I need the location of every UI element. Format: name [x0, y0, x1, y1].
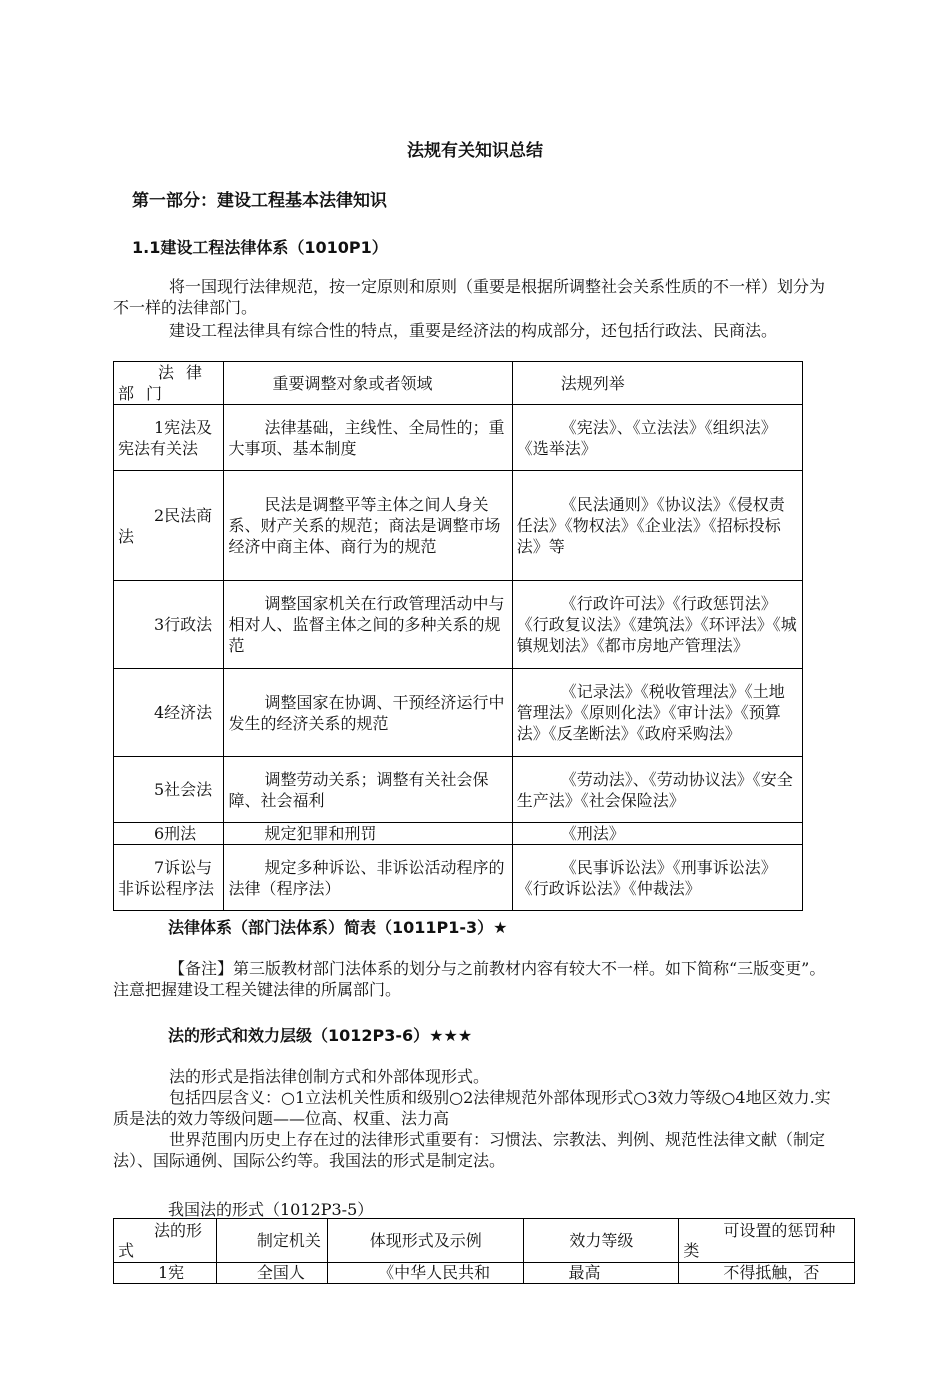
system-heading: 法律体系（部门法体系）简表（1011P1-3）★	[168, 918, 508, 937]
table-header-row	[114, 362, 803, 405]
intro-paragraph-1: 将一国现行法律规范，按一定原则和原则（重要是根据所调整社会关系性质的不一样）划分为不一样的法律部门。	[113, 277, 826, 317]
header-cell-laws: 法规列举	[512, 362, 802, 405]
header-cell-dept: 法律部门	[114, 362, 224, 405]
table-row	[114, 581, 803, 669]
laws-cell: 《行政许可法》《行政惩罚法》《行政复议法》《建筑法》《环评法》《城镇规划法》《都市房地产管理法》	[512, 581, 802, 669]
authority-cell: 全国人	[216, 1263, 327, 1284]
table-row	[114, 823, 803, 845]
law-forms-table	[113, 1218, 855, 1284]
table-row	[114, 669, 803, 757]
laws-cell: 《民法通则》《协议法》《侵权责任法》《物权法》《企业法》《招标投标法》等	[512, 471, 802, 581]
laws-cell: 《劳动法》、《劳动协议法》《安全生产法》《社会保险法》	[512, 757, 802, 823]
table-header-row	[114, 1219, 855, 1263]
table-row	[114, 845, 803, 911]
table-row	[114, 757, 803, 823]
forms-paragraph-1: 法的形式是指法律创制方式和外部体现形式。	[169, 1067, 490, 1086]
scope-cell: 规定多种诉讼、非诉讼活动程序的法律（程序法）	[224, 845, 512, 911]
scope-cell: 法律基础，主线性、全局性的；重大事项、基本制度	[224, 405, 512, 471]
table-row	[114, 471, 803, 581]
header-cell-expression: 体现形式及示例	[328, 1219, 524, 1263]
laws-cell: 《宪法》、《立法法》《组织法》《选举法》	[512, 405, 802, 471]
header-cell-effect: 效力等级	[524, 1219, 679, 1263]
header-cell-authority: 制定机关	[216, 1219, 327, 1263]
table-row	[114, 405, 803, 471]
effect-cell: 最高	[524, 1263, 679, 1284]
scope-cell: 民法是调整平等主体之间人身关系、财产关系的规范；商法是调整市场经济中商主体、商行为的规范	[224, 471, 512, 581]
part-heading: 第一部分：建设工程基本法律知识	[132, 191, 387, 211]
dept-cell: 3行政法	[114, 581, 224, 669]
scope-cell: 调整国家在协调、干预经济运行中发生的经济关系的规范	[224, 669, 512, 757]
forms-table-caption: 我国法的形式（1012P3-5）	[168, 1200, 374, 1219]
section-heading: 1.1建设工程法律体系（1010P1）	[132, 238, 388, 257]
dept-cell: 5社会法	[114, 757, 224, 823]
dept-cell: 4经济法	[114, 669, 224, 757]
dept-cell: 1宪法及宪法有关法	[114, 405, 224, 471]
laws-cell: 《刑法》	[512, 823, 802, 845]
laws-cell: 《民事诉讼法》《刑事诉讼法》《行政诉讼法》《仲裁法》	[512, 845, 802, 911]
document-title: 法规有关知识总结	[407, 141, 543, 161]
dept-cell: 2民法商法	[114, 471, 224, 581]
header-cell-form: 法的形式	[114, 1219, 217, 1263]
note-paragraph: 【备注】第三版教材部门法体系的划分与之前教材内容有较大不一样。如下简称“三版变更”。注意把握建设工程关键法律的所属部门。	[113, 959, 826, 999]
penalty-cell: 不得抵触，否	[679, 1263, 855, 1284]
laws-cell: 《记录法》《税收管理法》《土地管理法》《原则化法》《审计法》《预算法》《反垄断法》《政府采购法》	[512, 669, 802, 757]
intro-paragraph-2: 建设工程法律具有综合性的特点，重要是经济法的构成部分，还包括行政法、民商法。	[169, 321, 778, 340]
dept-cell: 7诉讼与非诉讼程序法	[114, 845, 224, 911]
table-row	[114, 1263, 855, 1284]
expression-cell: 《中华人民共和	[328, 1263, 524, 1284]
forms-heading: 法的形式和效力层级（1012P3-6）★★★	[168, 1026, 473, 1045]
scope-cell: 规定犯罪和刑罚	[224, 823, 512, 845]
forms-paragraph-2: 包括四层含义：○1立法机关性质和级别○2法律规范外部体现形式○3效力等级○4地区效力.实质是法的效力等级问题——位高、权重、法力高	[113, 1088, 831, 1128]
law-system-table	[113, 361, 803, 911]
forms-paragraph-3: 世界范围内历史上存在过的法律形式重要有：习惯法、宗教法、判例、规范性法律文献（制定法）、国际通例、国际公约等。我国法的形式是制定法。	[113, 1130, 826, 1170]
scope-cell: 调整劳动关系；调整有关社会保障、社会福利	[224, 757, 512, 823]
scope-cell: 调整国家机关在行政管理活动中与相对人、监督主体之间的多种关系的规范	[224, 581, 512, 669]
header-cell-scope: 重要调整对象或者领域	[224, 362, 512, 405]
header-cell-penalty: 可设置的惩罚种类	[679, 1219, 855, 1263]
form-cell: 1宪	[114, 1263, 217, 1284]
dept-cell: 6刑法	[114, 823, 224, 845]
